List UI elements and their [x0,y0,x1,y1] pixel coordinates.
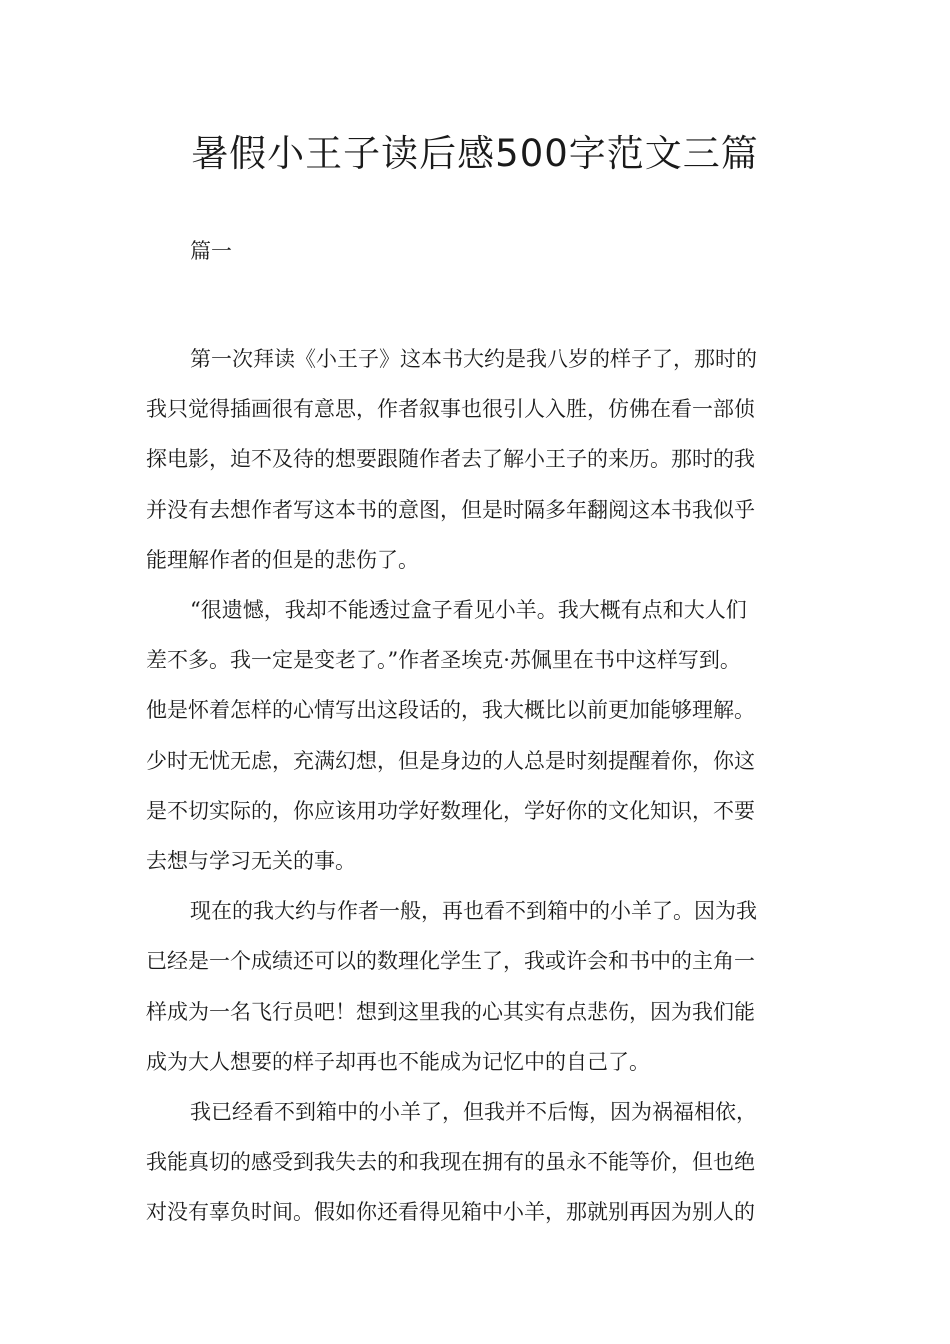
paragraph-1 [146,334,836,585]
text-line: 对没有辜负时间。假如你还看得见箱中小羊，那就别再因为别人的 [146,1200,755,1225]
text-line: 成为大人想要的样子却再也不能成为记忆中的自己了。 [146,1049,650,1074]
text-line: 少时无忧无虑，充满幻想，但是身边的人总是时刻提醒着你，你这 [146,748,755,773]
text-line: 能理解作者的但是的悲伤了。 [146,547,419,572]
text-line: 是不切实际的，你应该用功学好数理化，学好你的文化知识，不要 [146,798,755,823]
text-line: 去想与学习无关的事。 [146,849,356,874]
paragraph-3 [146,886,836,1087]
text-line: 并没有去想作者写这本书的意图，但是时隔多年翻阅这本书我似乎 [146,497,755,522]
text-line: 我能真切的感受到我失去的和我现在拥有的虽永不能等价，但也绝 [146,1150,755,1175]
text-line: 现在的我大约与作者一般，再也看不到箱中的小羊了。因为我 [190,899,757,924]
text-line: 差不多。我一定是变老了。”作者圣埃克·苏佩里在书中这样写到。 [146,648,741,673]
section-label: 篇一 [190,239,232,263]
paragraph-2 [146,585,836,886]
text-line: 探电影，迫不及待的想要跟随作者去了解小王子的来历。那时的我 [146,447,755,472]
paragraph-4 [146,1087,836,1238]
text-line: 他是怀着怎样的心情写出这段话的，我大概比以前更加能够理解。 [146,698,755,723]
text-line: 我已经看不到箱中的小羊了，但我并不后悔，因为祸福相依， [190,1100,757,1125]
text-line: “很遗憾，我却不能透过盒子看见小羊。我大概有点和大人们 [190,598,747,623]
text-line: 第一次拜读《小王子》这本书大约是我八岁的样子了，那时的 [190,347,757,371]
document-body [146,334,836,1238]
text-line: 样成为一名飞行员吧！想到这里我的心其实有点悲伤，因为我们能 [146,999,755,1024]
text-line: 已经是一个成绩还可以的数理化学生了，我或许会和书中的主角一 [146,949,755,974]
document-title: 暑假小王子读后感500字范文三篇 [191,132,759,175]
text-line: 我只觉得插画很有意思，作者叙事也很引人入胜，仿佛在看一部侦 [146,397,755,422]
